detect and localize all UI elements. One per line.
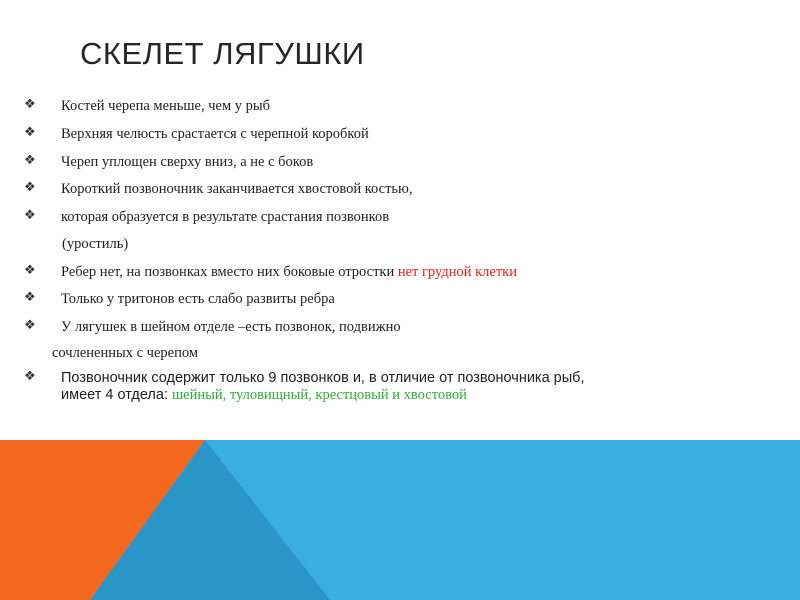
- bullet-item: [0, 96, 800, 116]
- bullet-item: [0, 152, 800, 172]
- bullet-text: Верхняя челюсть срастается с черепной коробкой: [61, 126, 369, 142]
- slide-title: СКЕЛЕТ ЛЯГУШКИ: [80, 36, 365, 71]
- diamond-bullet-icon: ❖: [24, 263, 36, 278]
- bullet-text: У лягушек в шейном отделе –есть позвонок, подвижно: [61, 319, 401, 335]
- bullet-text: [61, 262, 517, 282]
- bullet-item: [0, 289, 800, 309]
- diamond-bullet-icon: ❖: [24, 369, 36, 384]
- bullet-continuation: [0, 385, 800, 405]
- footer-orange-shape: [0, 440, 205, 600]
- bullet-text: [61, 385, 467, 405]
- bullet-highlight-green: шейный, туловищный, крестцовый и хвостовой: [172, 387, 467, 403]
- bullet-item: [0, 262, 800, 282]
- bullet-text: которая образуется в результате срастания позвонков: [61, 209, 390, 225]
- bullet-highlight-red: нет грудной клетки: [397, 264, 517, 280]
- diamond-bullet-icon: ❖: [24, 153, 36, 168]
- bullet-continuation: [0, 234, 800, 254]
- bullet-item: [0, 179, 800, 199]
- diamond-bullet-icon: ❖: [24, 180, 36, 195]
- diamond-bullet-icon: ❖: [24, 97, 36, 112]
- bullet-item: [0, 317, 800, 337]
- diamond-bullet-icon: ❖: [24, 290, 36, 305]
- bullet-item: [0, 207, 800, 227]
- diamond-bullet-icon: ❖: [24, 125, 36, 140]
- bullet-text: сочлененных с черепом: [52, 345, 198, 361]
- footer-blue-dark-triangle: [90, 440, 330, 600]
- bullet-text: Череп уплощен сверху вниз, а не с боков: [61, 154, 314, 170]
- bullet-text: Только у тритонов есть слабо развиты ребра: [61, 291, 335, 307]
- bullet-text-main: имеет 4 отдела:: [61, 387, 173, 403]
- footer-grey-band: [0, 440, 800, 600]
- footer-blue-shape: [90, 440, 800, 600]
- bullet-continuation: [0, 343, 800, 363]
- diamond-bullet-icon: ❖: [24, 318, 36, 333]
- bullet-text-main: Ребер нет, на позвонках вместо них боковые отростки: [61, 264, 398, 280]
- diamond-bullet-icon: ❖: [24, 208, 36, 223]
- bullet-item: [0, 124, 800, 144]
- bullet-text: Позвоночник содержит только 9 позвонков и, в отличие от позвоночника рыб,: [61, 370, 585, 386]
- bullet-text: Костей черепа меньше, чем у рыб: [61, 98, 270, 114]
- bullet-text: Короткий позвоночник заканчивается хвостовой костью,: [61, 181, 413, 197]
- bullet-text: (уростиль): [62, 236, 129, 252]
